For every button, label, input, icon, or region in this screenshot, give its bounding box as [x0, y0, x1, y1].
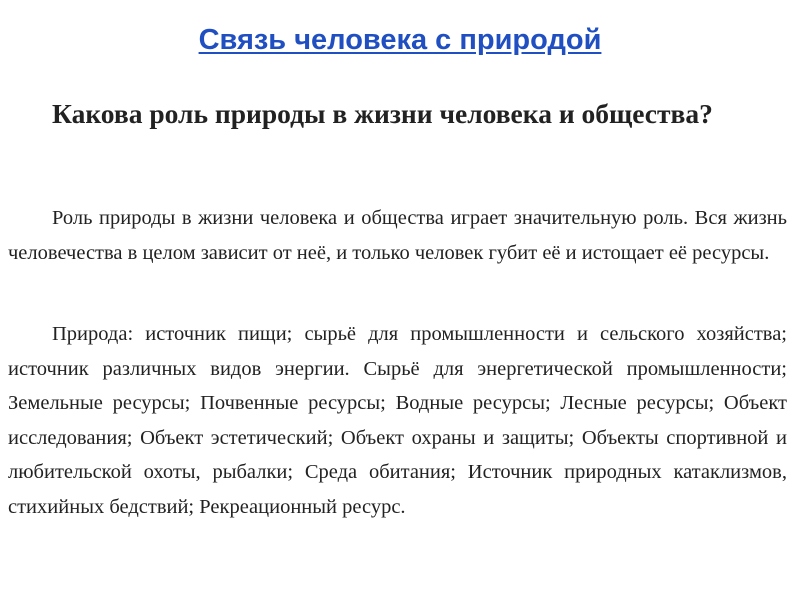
slide-title: Связь человека с природой: [198, 24, 602, 56]
paragraph-nature-list: Природа: источник пищи; сырьё для промышленности и сельского хозяйства; источник различных видов энергии. Сырьё для энергетической промышленности; Земельные ресурсы; Почвенные ресурсы; Водные ресурсы; Лесные ресурсы; Объект исследования; Объект эстетический; Объект охраны и защиты; Объекты спортивной и любительской охоты, рыбалки; Среда обитания; Источник природных катаклизмов, стихийных бедствий; Рекреационный ресурс.: [8, 323, 787, 518]
question-heading: Какова роль природы в жизни человека и общества?: [52, 98, 713, 129]
paragraph-role: Роль природы в жизни человека и общества играет значительную роль. Вся жизнь человечества в целом зависит от неё, и только человек губит её и истощает её ресурсы.: [8, 207, 787, 264]
